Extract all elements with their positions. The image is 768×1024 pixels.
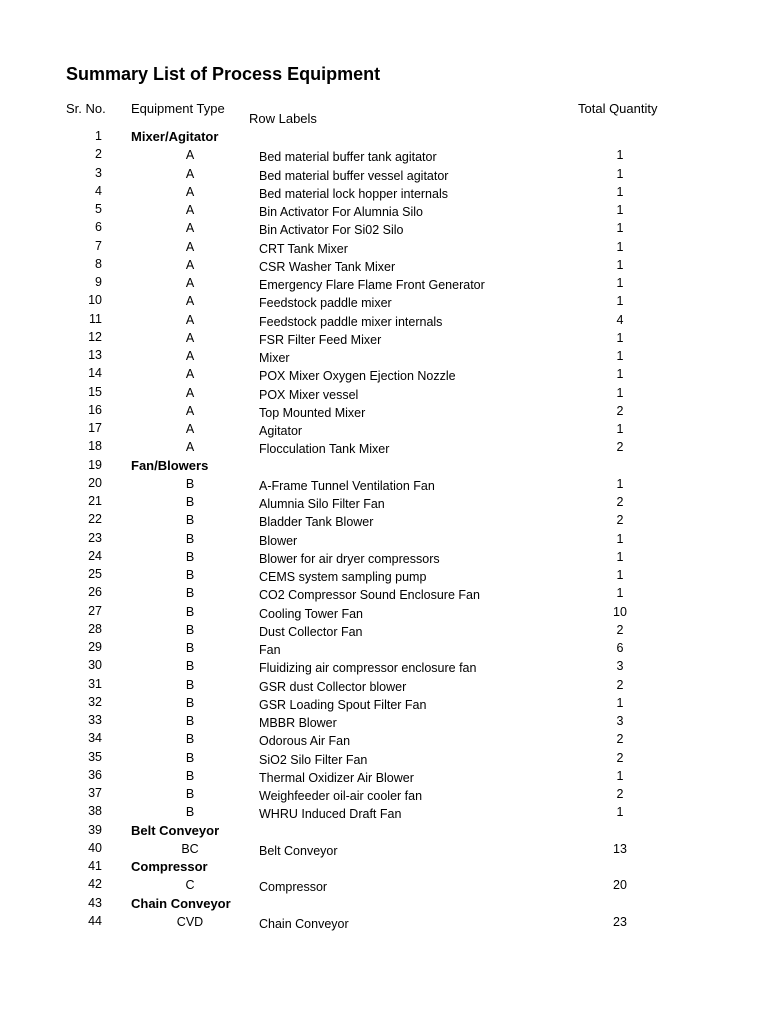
sr-no-cell: 28 — [88, 621, 102, 636]
sr-no-cell: 12 — [88, 329, 102, 344]
sr-no-cell: 34 — [88, 731, 102, 746]
row-label-cell: Bed material lock hopper internals — [259, 186, 448, 201]
row-label-cell: Alumnia Silo Filter Fan — [259, 497, 385, 511]
row-label-cell: Chain Conveyor — [259, 916, 349, 931]
sr-no-cell: 24 — [88, 548, 102, 563]
table-row — [0, 585, 768, 603]
row-label-cell: Agitator — [259, 424, 303, 438]
equipment-type-cell: A — [185, 148, 195, 163]
equipment-type-cell: A — [185, 221, 195, 236]
total-quantity-cell: 1 — [616, 568, 624, 582]
sr-no-cell: 29 — [88, 640, 102, 654]
row-label-cell: Blower — [259, 533, 298, 548]
sr-no-cell: 18 — [88, 439, 102, 454]
row-label-cell: GSR dust Collector blower — [259, 679, 407, 694]
sr-no-cell: 31 — [88, 676, 102, 691]
equipment-group-label: Fan/Blowers — [131, 457, 209, 473]
equipment-type-cell: C — [185, 878, 195, 893]
total-quantity-cell: 13 — [613, 841, 627, 856]
group-header-row — [0, 859, 768, 877]
table-row — [0, 476, 768, 494]
row-label-cell: GSR Loading Spout Filter Fan — [259, 697, 427, 712]
total-quantity-cell: 1 — [616, 768, 624, 783]
sr-no-cell: 37 — [88, 786, 102, 800]
equipment-type-cell: B — [185, 768, 195, 783]
table-row — [0, 750, 768, 768]
equipment-type-cell: A — [185, 367, 195, 382]
equipment-type-cell: CVD — [176, 914, 204, 929]
table-row — [0, 239, 768, 257]
table-row — [0, 804, 768, 822]
total-quantity-cell: 3 — [616, 714, 624, 728]
equipment-type-cell: B — [185, 677, 195, 692]
row-label-cell: Weighfeeder oil-air cooler fan — [259, 789, 423, 803]
row-label-cell: Odorous Air Fan — [259, 734, 351, 749]
total-quantity-cell: 2 — [616, 750, 624, 765]
equipment-type-cell: A — [185, 239, 195, 254]
total-quantity-cell: 1 — [616, 330, 624, 345]
row-label-cell: MBBR Blower — [259, 716, 337, 730]
sr-no-cell: 15 — [88, 384, 102, 399]
sr-no-cell: 3 — [95, 165, 102, 180]
sr-no-cell: 44 — [88, 913, 102, 928]
table-row — [0, 275, 768, 293]
row-label-cell: Thermal Oxidizer Air Blower — [259, 770, 414, 785]
sr-no-cell: 20 — [88, 475, 102, 490]
equipment-type-cell: A — [185, 294, 195, 309]
sr-no-cell: 30 — [88, 658, 102, 673]
sr-no-cell: 32 — [88, 694, 102, 709]
sr-no-cell: 6 — [95, 220, 102, 235]
table-row — [0, 914, 768, 932]
table-row — [0, 293, 768, 311]
table-row — [0, 257, 768, 275]
sr-no-cell: 36 — [88, 767, 102, 782]
total-quantity-cell: 2 — [616, 677, 624, 692]
total-quantity-cell: 1 — [616, 367, 624, 382]
total-quantity-cell: 2 — [616, 622, 624, 637]
equipment-type-cell: B — [185, 495, 195, 509]
table-row — [0, 494, 768, 512]
equipment-type-cell: A — [185, 184, 195, 199]
row-label-cell: POX Mixer Oxygen Ejection Nozzle — [259, 369, 456, 384]
sr-no-cell: 16 — [88, 402, 102, 417]
equipment-type-cell: B — [185, 568, 195, 582]
sr-no-cell: 2 — [95, 147, 102, 162]
column-header-sr-no: Sr. No. — [66, 101, 106, 116]
sr-no-cell: 19 — [88, 457, 102, 472]
total-quantity-cell: 1 — [616, 221, 624, 236]
row-label-cell: CRT Tank Mixer — [259, 241, 348, 256]
total-quantity-cell: 2 — [616, 403, 624, 418]
equipment-type-cell: B — [185, 586, 195, 601]
equipment-type-cell: B — [185, 659, 195, 674]
total-quantity-cell: 4 — [616, 312, 624, 327]
total-quantity-cell: 3 — [616, 659, 624, 674]
row-label-cell: SiO2 Silo Filter Fan — [259, 752, 368, 767]
row-label-cell: Fan — [259, 643, 281, 657]
equipment-type-cell: B — [185, 787, 195, 801]
sr-no-cell: 43 — [88, 895, 102, 910]
group-header-row — [0, 458, 768, 476]
total-quantity-cell: 1 — [616, 531, 624, 546]
sr-no-cell: 40 — [88, 840, 102, 855]
total-quantity-cell: 1 — [616, 257, 624, 272]
total-quantity-cell: 1 — [616, 184, 624, 199]
equipment-type-cell: B — [185, 714, 195, 728]
row-label-cell: Flocculation Tank Mixer — [259, 442, 390, 457]
sr-no-cell: 26 — [88, 585, 102, 600]
sr-no-cell: 9 — [95, 275, 102, 289]
row-label-cell: Emergency Flare Flame Front Generator — [259, 278, 485, 292]
total-quantity-cell: 20 — [613, 878, 627, 893]
total-quantity-cell: 1 — [616, 349, 624, 363]
table-row — [0, 877, 768, 895]
sr-no-cell: 13 — [88, 348, 102, 362]
equipment-type-cell: B — [185, 513, 195, 528]
equipment-type-cell: B — [185, 732, 195, 747]
equipment-type-cell: B — [185, 476, 195, 491]
sr-no-cell: 1 — [95, 129, 102, 143]
total-quantity-cell: 2 — [616, 787, 624, 801]
row-label-cell: Bin Activator For Alumnia Silo — [259, 205, 423, 219]
row-label-cell: CEMS system sampling pump — [259, 570, 427, 584]
total-quantity-cell: 1 — [616, 294, 624, 309]
equipment-type-cell: B — [185, 750, 195, 765]
table-row — [0, 713, 768, 731]
total-quantity-cell: 23 — [613, 914, 627, 929]
row-label-cell: Bed material buffer tank agitator — [259, 150, 437, 165]
table-row — [0, 385, 768, 403]
equipment-type-cell: A — [185, 440, 195, 455]
row-label-cell: A-Frame Tunnel Ventilation Fan — [259, 478, 435, 493]
equipment-type-cell: B — [185, 805, 195, 820]
table-row — [0, 567, 768, 585]
total-quantity-cell: 1 — [616, 586, 624, 601]
row-label-cell: Bladder Tank Blower — [259, 515, 374, 530]
equipment-type-cell: B — [185, 549, 195, 564]
equipment-type-cell: B — [185, 695, 195, 710]
row-label-cell: CSR Washer Tank Mixer — [259, 259, 396, 274]
column-header-equipment-type: Equipment Type — [131, 101, 225, 116]
sr-no-cell: 4 — [95, 183, 102, 198]
table-row — [0, 312, 768, 330]
table-row — [0, 421, 768, 439]
table-row — [0, 439, 768, 457]
equipment-type-cell: A — [185, 276, 195, 290]
row-label-cell: Cooling Tower Fan — [259, 606, 363, 621]
sr-no-cell: 23 — [88, 530, 102, 545]
equipment-type-cell: A — [185, 349, 195, 363]
total-quantity-cell: 10 — [613, 604, 627, 619]
total-quantity-cell: 2 — [616, 513, 624, 528]
sr-no-cell: 10 — [88, 293, 102, 308]
total-quantity-cell: 1 — [616, 166, 624, 181]
row-label-cell: Dust Collector Fan — [259, 624, 363, 639]
column-header-total-quantity: Total Quantity — [578, 101, 658, 116]
sr-no-cell: 35 — [88, 749, 102, 764]
equipment-type-cell: B — [185, 531, 195, 546]
equipment-group-label: Mixer/Agitator — [131, 129, 219, 144]
row-label-cell: Fluidizing air compressor enclosure fan — [259, 661, 477, 676]
group-header-row — [0, 896, 768, 914]
equipment-group-label: Chain Conveyor — [131, 895, 231, 911]
table-row — [0, 403, 768, 421]
table-row — [0, 622, 768, 640]
total-quantity-cell: 2 — [616, 495, 624, 509]
table-row — [0, 640, 768, 658]
table-row — [0, 348, 768, 366]
equipment-type-cell: B — [185, 622, 195, 637]
table-row — [0, 658, 768, 676]
page-title: Summary List of Process Equipment — [66, 64, 381, 84]
row-label-cell: WHRU Induced Draft Fan — [259, 807, 402, 822]
row-label-cell: Feedstock paddle mixer — [259, 296, 392, 311]
table-row — [0, 184, 768, 202]
table-row — [0, 604, 768, 622]
row-label-cell: Mixer — [259, 351, 290, 365]
total-quantity-cell: 1 — [616, 203, 624, 217]
sr-no-cell: 17 — [88, 421, 102, 435]
equipment-type-cell: BC — [181, 841, 199, 856]
sr-no-cell: 39 — [88, 822, 102, 837]
sr-no-cell: 7 — [95, 238, 102, 253]
equipment-type-cell: A — [185, 166, 195, 181]
equipment-type-cell: B — [185, 641, 195, 655]
row-label-cell: POX Mixer vessel — [259, 387, 359, 402]
total-quantity-cell: 1 — [616, 549, 624, 564]
total-quantity-cell: 1 — [616, 148, 624, 163]
column-header-row-labels: Row Labels — [249, 111, 317, 126]
sr-no-cell: 5 — [95, 202, 102, 216]
total-quantity-cell: 2 — [616, 732, 624, 747]
table-row — [0, 768, 768, 786]
total-quantity-cell: 1 — [616, 276, 624, 290]
table-row — [0, 202, 768, 220]
equipment-type-cell: A — [185, 312, 195, 327]
sr-no-cell: 41 — [88, 859, 102, 873]
table-row — [0, 677, 768, 695]
row-label-cell: Feedstock paddle mixer internals — [259, 314, 443, 329]
sr-no-cell: 42 — [88, 877, 102, 892]
group-header-row — [0, 823, 768, 841]
table-row — [0, 220, 768, 238]
row-label-cell: Blower for air dryer compressors — [259, 551, 440, 566]
row-label-cell: Bed material buffer vessel agitator — [259, 168, 449, 183]
sr-no-cell: 33 — [88, 713, 102, 727]
sr-no-cell: 22 — [88, 512, 102, 527]
table-row — [0, 786, 768, 804]
equipment-type-cell: A — [185, 257, 195, 272]
sr-no-cell: 21 — [88, 494, 102, 508]
table-row — [0, 366, 768, 384]
row-label-cell: Belt Conveyor — [259, 843, 338, 858]
total-quantity-cell: 1 — [616, 422, 624, 436]
table-row — [0, 330, 768, 348]
total-quantity-cell: 1 — [616, 385, 624, 400]
row-label-cell: CO2 Compressor Sound Enclosure Fan — [259, 588, 480, 603]
group-header-row — [0, 129, 768, 147]
row-label-cell: Top Mounted Mixer — [259, 405, 366, 420]
equipment-type-cell: A — [185, 385, 195, 400]
equipment-type-cell: B — [185, 604, 195, 619]
table-row — [0, 549, 768, 567]
sr-no-cell: 38 — [88, 804, 102, 819]
equipment-group-label: Compressor — [131, 859, 208, 874]
row-label-cell: Bin Activator For Si02 Silo — [259, 223, 404, 238]
equipment-type-cell: A — [185, 203, 195, 217]
total-quantity-cell: 1 — [616, 805, 624, 820]
total-quantity-cell: 2 — [616, 440, 624, 455]
total-quantity-cell: 1 — [616, 476, 624, 491]
sr-no-cell: 11 — [89, 311, 102, 326]
equipment-type-cell: A — [185, 330, 195, 345]
row-label-cell: FSR Filter Feed Mixer — [259, 332, 382, 347]
equipment-type-cell: A — [185, 403, 195, 418]
sr-no-cell: 25 — [88, 567, 102, 581]
row-label-cell: Compressor — [259, 880, 328, 895]
equipment-type-cell: A — [185, 422, 195, 436]
table-row — [0, 531, 768, 549]
table-row — [0, 731, 768, 749]
sr-no-cell: 27 — [88, 603, 102, 618]
table-row — [0, 512, 768, 530]
table-row — [0, 147, 768, 165]
total-quantity-cell: 1 — [616, 695, 624, 710]
sr-no-cell: 8 — [95, 256, 102, 271]
table-row — [0, 166, 768, 184]
equipment-group-label: Belt Conveyor — [131, 822, 220, 838]
total-quantity-cell: 6 — [616, 641, 624, 655]
sr-no-cell: 14 — [88, 366, 102, 381]
table-row — [0, 695, 768, 713]
total-quantity-cell: 1 — [616, 239, 624, 254]
table-row — [0, 841, 768, 859]
